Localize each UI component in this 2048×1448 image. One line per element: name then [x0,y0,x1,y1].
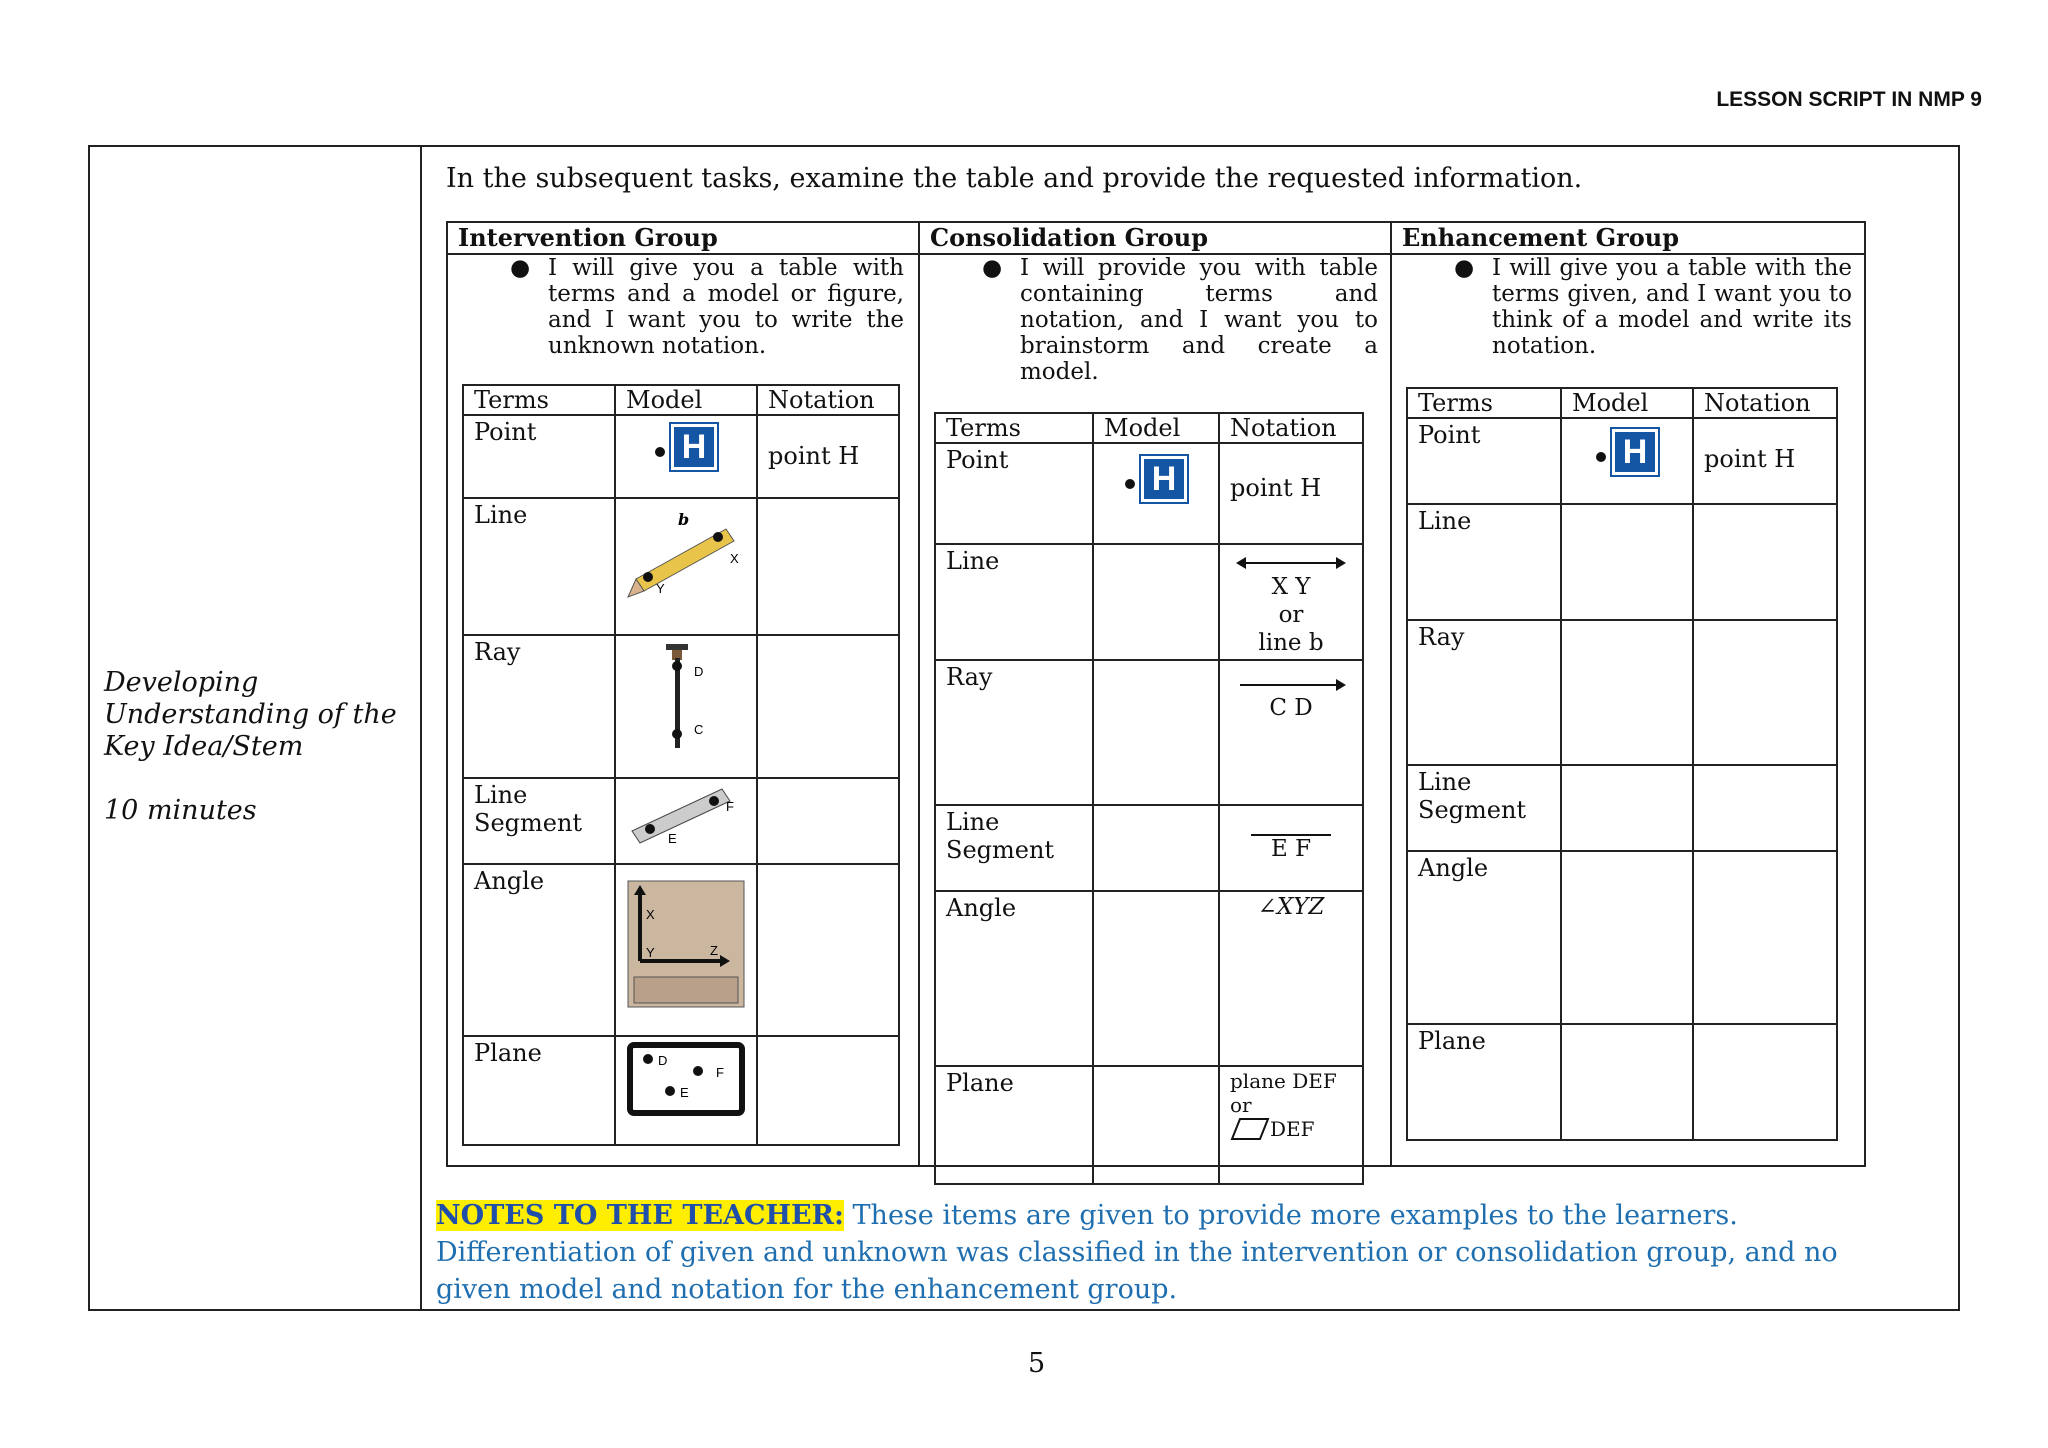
term-ray: Ray [463,635,615,778]
label-f: F [716,1065,724,1080]
pencil-line-icon [626,501,746,601]
label-b: b [678,510,690,529]
consolidation-group [918,223,1392,1165]
model-line [1561,504,1693,620]
notation-line [757,498,899,635]
label-y: Y [646,945,655,960]
enhancement-title: Enhancement Group [1392,223,1864,255]
model-plane [1561,1024,1693,1140]
notation-line [1693,504,1837,620]
consolidation-table [934,412,1364,1185]
label-z: Z [710,943,718,958]
notation-plane: plane DEF or DEF [1219,1066,1363,1184]
bullet-icon: ● [1454,255,1475,281]
model-ray [615,635,757,778]
term-line-segment: Line Segment [1407,765,1561,851]
document-header: LESSON SCRIPT IN NMP 9 [1716,88,1982,111]
col-notation: Notation [757,385,899,415]
notation-point: point H [757,415,899,498]
model-point [1093,443,1219,544]
model-angle [615,864,757,1036]
model-ray [1093,660,1219,805]
point-dot-icon [655,447,665,457]
stage-name: Developing Understanding of the Key Idea/Stem [104,667,397,762]
term-plane: Plane [935,1066,1093,1184]
model-ray [1561,620,1693,765]
cabinet-angle-icon [626,867,746,1027]
notation-segment: E F [1219,805,1363,891]
notation-ray: C D [1219,660,1363,805]
model-angle [1561,851,1693,1024]
model-segment [1093,805,1219,891]
intervention-instruction: ● I will give you a table with terms and a model or figure, and I want you to write the unknown notation. [510,255,904,359]
model-segment [615,778,757,864]
notation-point: point H [1219,443,1363,544]
frame-plane-icon [626,1039,746,1119]
hospital-sign-icon: H [1612,429,1658,475]
notation-angle [757,864,899,1036]
model-segment [1561,765,1693,851]
bullet-icon: ● [982,255,1003,281]
consolidation-instruction: ● I will provide you with table containing terms and notation, and I want you to brainstorm and create a model. [982,255,1378,385]
term-line-segment: Line Segment [935,805,1093,891]
notation-segment [757,778,899,864]
col-model: Model [615,385,757,415]
parallelogram-icon [1230,1117,1270,1141]
col-model: Model [1561,388,1693,418]
model-line [1093,544,1219,660]
notation-plane [1693,1024,1837,1140]
enhancement-group [1390,223,1864,1165]
label-d: D [694,664,704,679]
label-f: F [726,799,734,814]
groups-table [446,221,1866,1167]
line-arrow-icon [1236,553,1346,573]
label-d: D [658,1053,668,1068]
page-number: 5 [1028,1348,1046,1379]
point-dot-icon [1125,479,1135,489]
notation-point: point H [1693,418,1837,504]
teacher-notes [436,1197,1916,1308]
col-terms: Terms [1407,388,1561,418]
term-point: Point [935,443,1093,544]
term-angle: Angle [463,864,615,1036]
enhancement-instruction: ● I will give you a table with the terms given, and I want you to think of a model and write its notation. [1454,255,1852,359]
enhancement-table [1406,387,1838,1141]
intervention-table [462,384,900,1146]
term-plane: Plane [1407,1024,1561,1140]
notation-angle: ∠XYZ [1219,891,1363,1066]
model-point [615,415,757,498]
ruler-segment-icon [626,781,746,851]
stage-duration: 10 minutes [104,795,257,826]
term-plane: Plane [463,1036,615,1145]
notation-segment [1693,765,1837,851]
col-terms: Terms [463,385,615,415]
consolidation-title: Consolidation Group [920,223,1392,255]
label-c: C [694,722,704,737]
model-plane [615,1036,757,1145]
notation-angle [1693,851,1837,1024]
notes-text: These items are given to provide more examples to the learners. Differentiation of given and unknown was classified in the intervention or consolidation group, and no given model and notation for the enhancement group. [436,1200,1838,1305]
bullet-icon: ● [510,255,531,281]
label-x: X [646,907,655,922]
hospital-sign-icon: H [671,424,717,470]
label-e: E [680,1085,689,1100]
notes-label: NOTES TO THE TEACHER: [436,1200,844,1231]
label-e: E [668,831,677,846]
intervention-group [448,223,918,1165]
term-point: Point [1407,418,1561,504]
model-angle [1093,891,1219,1066]
point-dot-icon [1596,452,1606,462]
label-x: X [730,551,739,566]
col-notation: Notation [1219,413,1363,443]
image-credit [626,470,746,477]
model-plane [1093,1066,1219,1184]
ray-arrow-icon [1236,675,1346,695]
col-notation: Notation [1693,388,1837,418]
label-y: Y [656,581,665,596]
term-ray: Ray [935,660,1093,805]
term-angle: Angle [935,891,1093,1066]
lamp-post-ray-icon [626,638,746,758]
column-divider [420,147,422,1309]
intervention-title: Intervention Group [448,223,918,255]
notation-line: X Y or line b [1219,544,1363,660]
term-line: Line [1407,504,1561,620]
term-line: Line [463,498,615,635]
col-model: Model [1093,413,1219,443]
model-point [1561,418,1693,504]
term-ray: Ray [1407,620,1561,765]
term-line: Line [935,544,1093,660]
task-intro: In the subsequent tasks, examine the table and provide the requested information. [446,163,1583,194]
term-point: Point [463,415,615,498]
lesson-table [88,145,1960,1311]
model-line [615,498,757,635]
col-terms: Terms [935,413,1093,443]
term-line-segment: Line Segment [463,778,615,864]
term-angle: Angle [1407,851,1561,1024]
notation-ray [757,635,899,778]
notation-ray [1693,620,1837,765]
stage-label [104,667,404,827]
hospital-sign-icon: H [1141,456,1187,502]
notation-plane [757,1036,899,1145]
